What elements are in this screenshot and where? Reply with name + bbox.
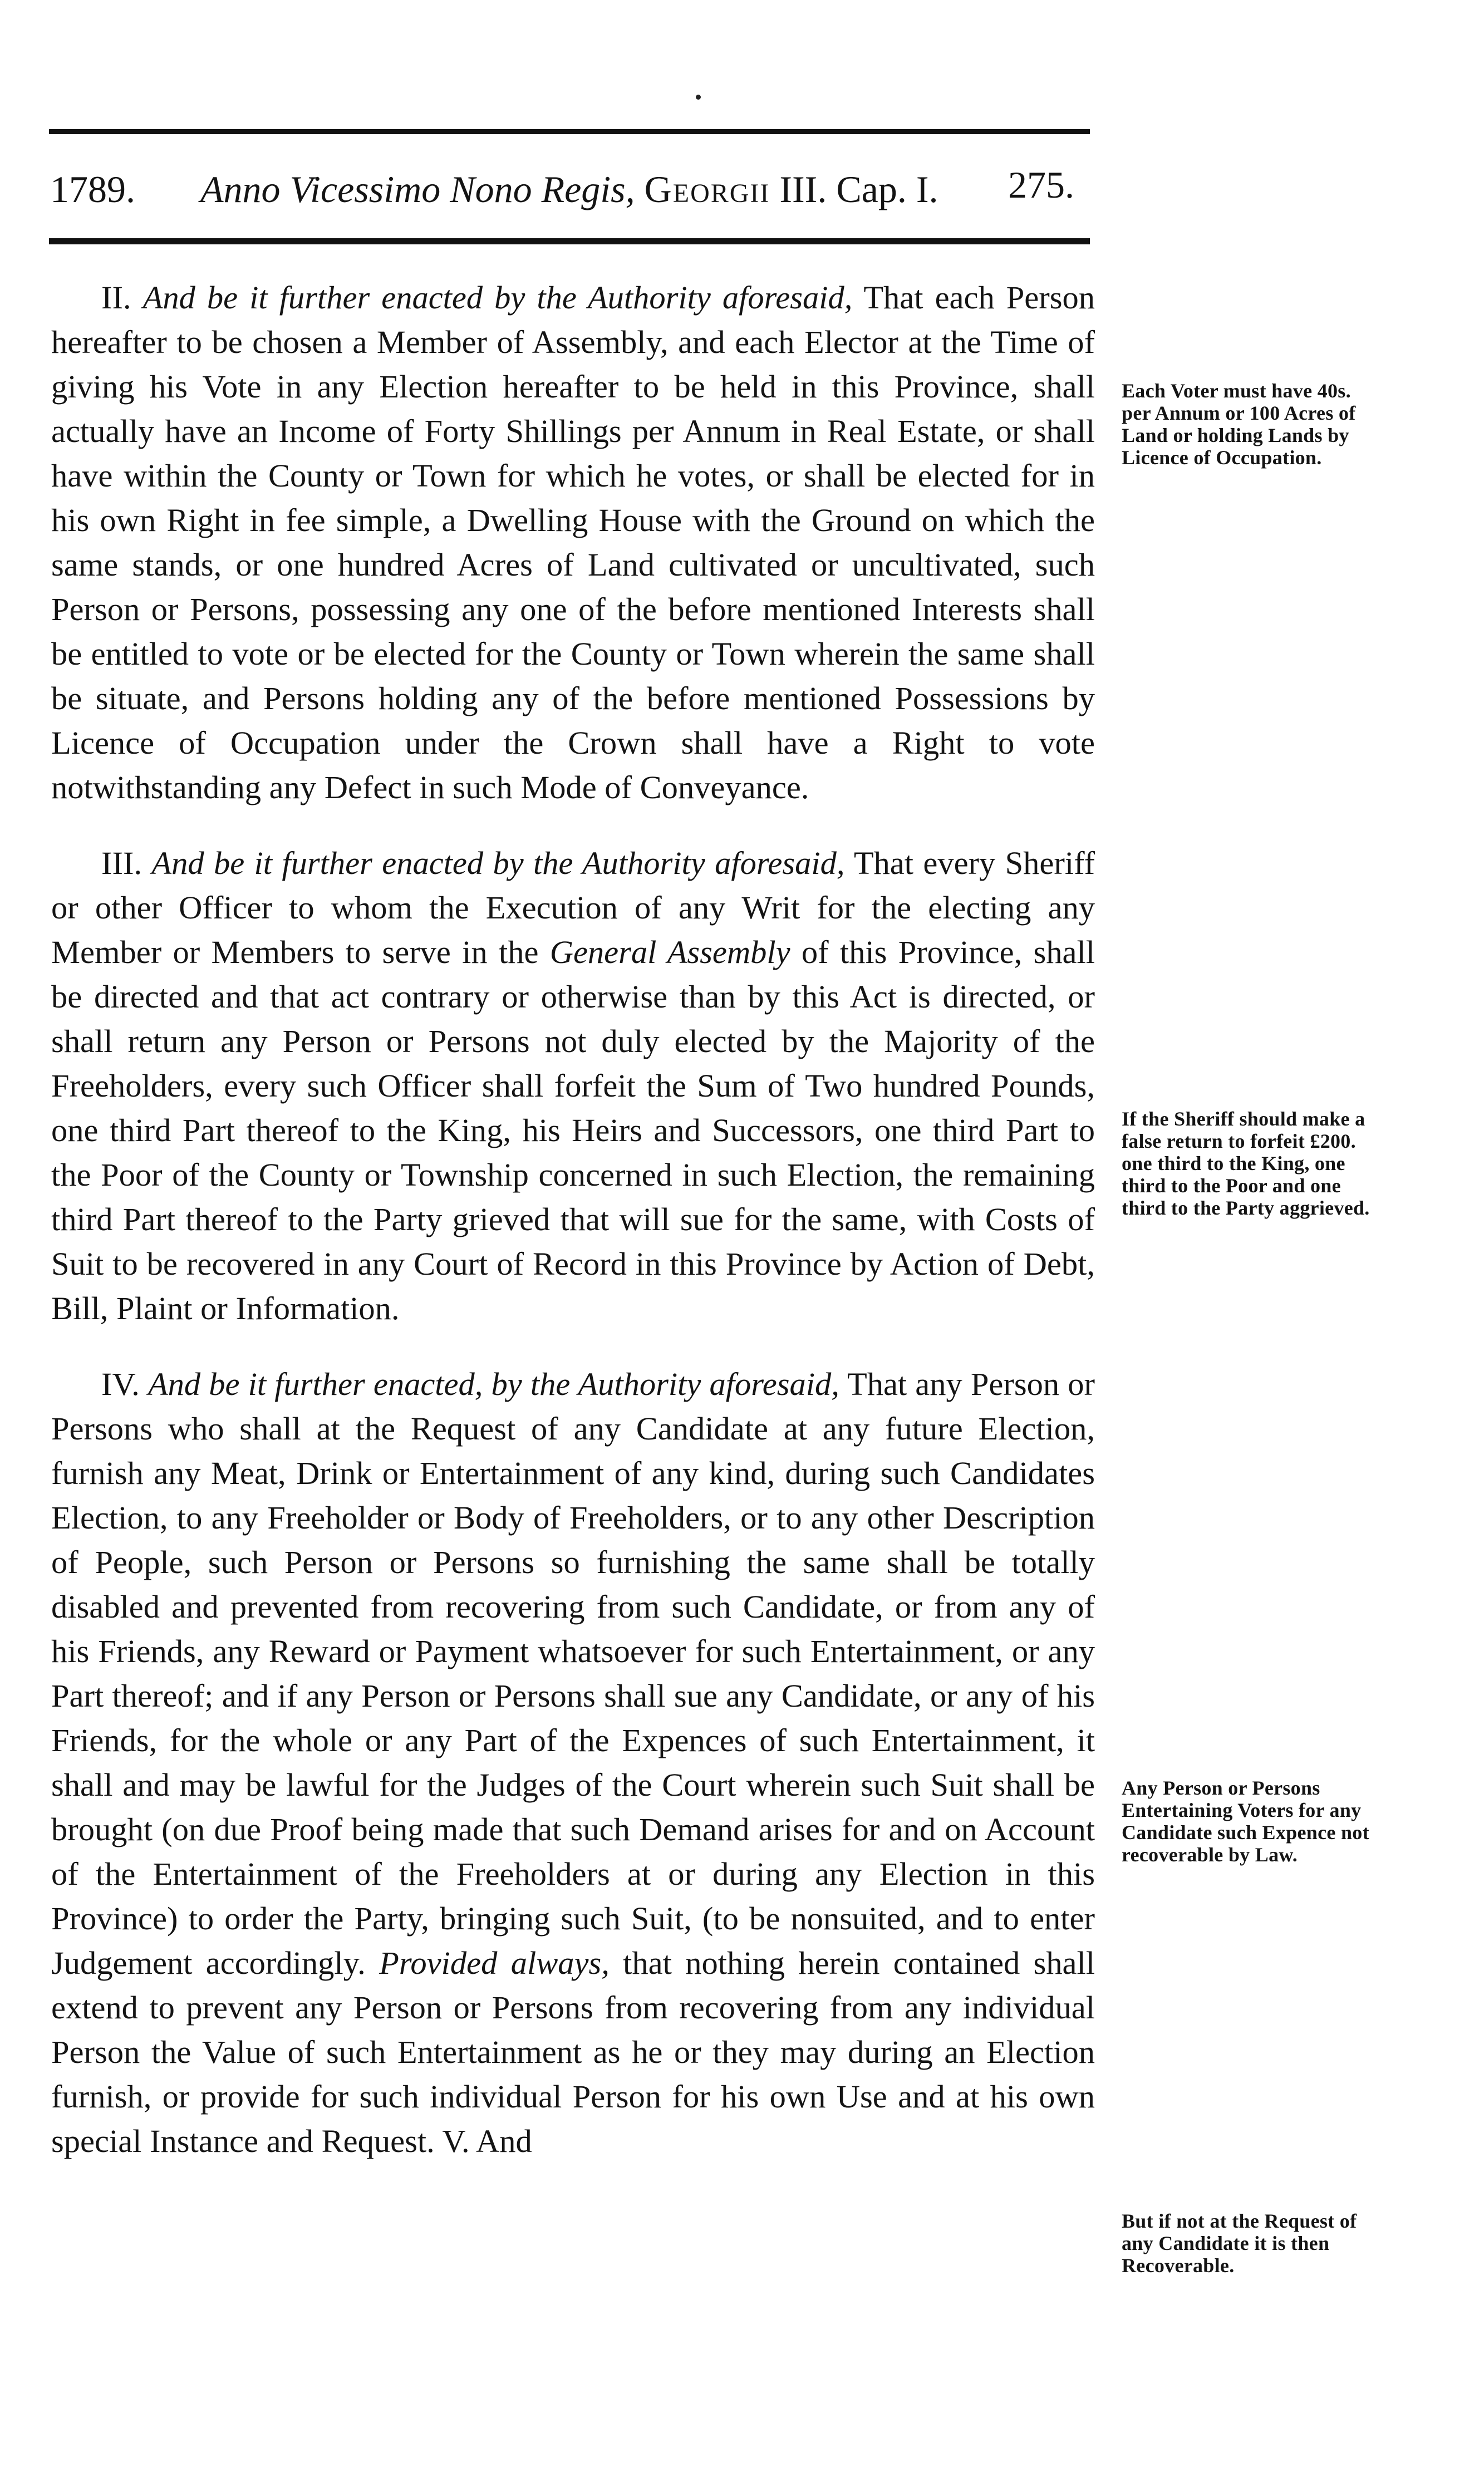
header-top-rule [49, 129, 1090, 134]
statute-body [51, 276, 1095, 2164]
header-title [200, 161, 938, 217]
section-iv [51, 1362, 1095, 2164]
margin-note-sheriff-penalty: If the Sheriff should make a false return to forfeit £200. one third to the King, one third to the Poor and one third to the Party aggrieved. [1122, 1108, 1370, 1219]
section-number: III. [101, 845, 142, 881]
section-text: That every Sheriff or other Officer to whom the Execution of any Writ for the electing any Member or Members to serve in the [51, 845, 1095, 970]
general-assembly-italic: General Assembly [549, 934, 790, 970]
page-number: 275. [1008, 164, 1074, 206]
section-iii [51, 841, 1095, 1331]
enacting-clause: And be it further enacted by the Authority aforesaid, [142, 279, 853, 316]
margin-note-recoverable: But if not at the Request of any Candidate it is then Recoverable. [1122, 2210, 1357, 2277]
section-text: That each Person hereafter to be chosen a Member of Assembly, and each Elector at the Time of giving his Vote in any Election hereafter to be held in this Province, shall actually have an Income of Forty Shillings per Annum in Real Estate, or shall have within the County or Town for which he votes, or shall be elected for in his own Right in fee simple, a Dwelling House with the Ground on which the same stands, or one hundred Acres of Land cultivated or uncultivated, such Person or Persons, possessing any one of the before mentioned Interests shall be entitled to vote or be elected for the County or Town wherein the same shall be situate, and Persons holding any of the before mentioned Possessions by Licence of Occupation under the Crown shall have a Right to vote notwithstanding any Defect in such Mode of Conveyance. [51, 279, 1095, 805]
header-title-italic: Anno Vicessimo Nono Regis, [200, 168, 635, 210]
section-text: That any Person or Persons who shall at the Request of any Candidate at any future Election, furnish any Meat, Drink or Entertainment of any kind, during such Candidates Election, to any Freeholder or Body of Freeholders, or to any other Description of People, such Person or Persons so furnishing the same shall be totally disabled and prevented from recovering from such Candidate, or from any of his Friends, any Reward or Payment whatsoever for such Entertainment, or any Part thereof; and if any Person or Persons shall sue any Candidate, or any of his Friends, for the whole or any Part of the Expences of such Entertainment, it shall and may be lawful for the Judges of the Court wherein such Suit shall be brought (on due Proof being made that such Demand arises for and on Account of the Entertainment of the Freeholders at or during any Election in this Province) to order the Party, bringing such Suit, (to be nonsuited, and to enter Judgement accordingly. [51, 1366, 1095, 1981]
header-year: 1789. [50, 168, 135, 210]
section-ii [51, 276, 1095, 810]
header-title-chapter: III. Cap. I. [779, 168, 938, 210]
running-header [50, 161, 1074, 217]
catchword: V. And [442, 2123, 532, 2159]
proviso-clause: Provided always, [379, 1945, 610, 1981]
margin-note-entertainment: Any Person or Persons Entertaining Voters for any Candidate such Expence not recoverable by Law. [1122, 1777, 1369, 1866]
section-number: II. [101, 279, 131, 316]
section-text-continued: of this Province, shall be directed and that act contrary or otherwise than by this Act is directed, or shall return any Person or Persons not duly elected by the Majority of the Freeholders, every such Officer shall forfeit the Sum of Two hundred Pounds, one third Part thereof to the King, his Heirs and Successors, one third Part to the Poor of the County or Township concerned in such Election, the remaining third Part thereof to the Party grieved that will sue for the same, with Costs of Suit to be recovered in any Court of Record in this Province by Action of Debt, Bill, Plaint or Information. [51, 934, 1095, 1326]
section-number: IV. [101, 1366, 140, 1402]
margin-note-voter-qualification: Each Voter must have 40s. per Annum or 100 Acres of Land or holding Lands by Licence of Occupation. [1122, 380, 1356, 469]
enacting-clause: And be it further enacted, by the Authority aforesaid, [148, 1366, 839, 1402]
section-text-continued: that nothing herein contained shall extend to prevent any Person or Persons from recovering from any individual Person the Value of such Entertainment as he or they may during an Election furnish, or provide for such individual Person for his own Use and at his own special Instance and Request. [51, 1945, 1095, 2159]
printer-mark-dot [696, 95, 701, 100]
header-bottom-rule [49, 238, 1090, 244]
header-title-king: Georgii [644, 168, 770, 210]
enacting-clause: And be it further enacted by the Authority aforesaid, [151, 845, 845, 881]
